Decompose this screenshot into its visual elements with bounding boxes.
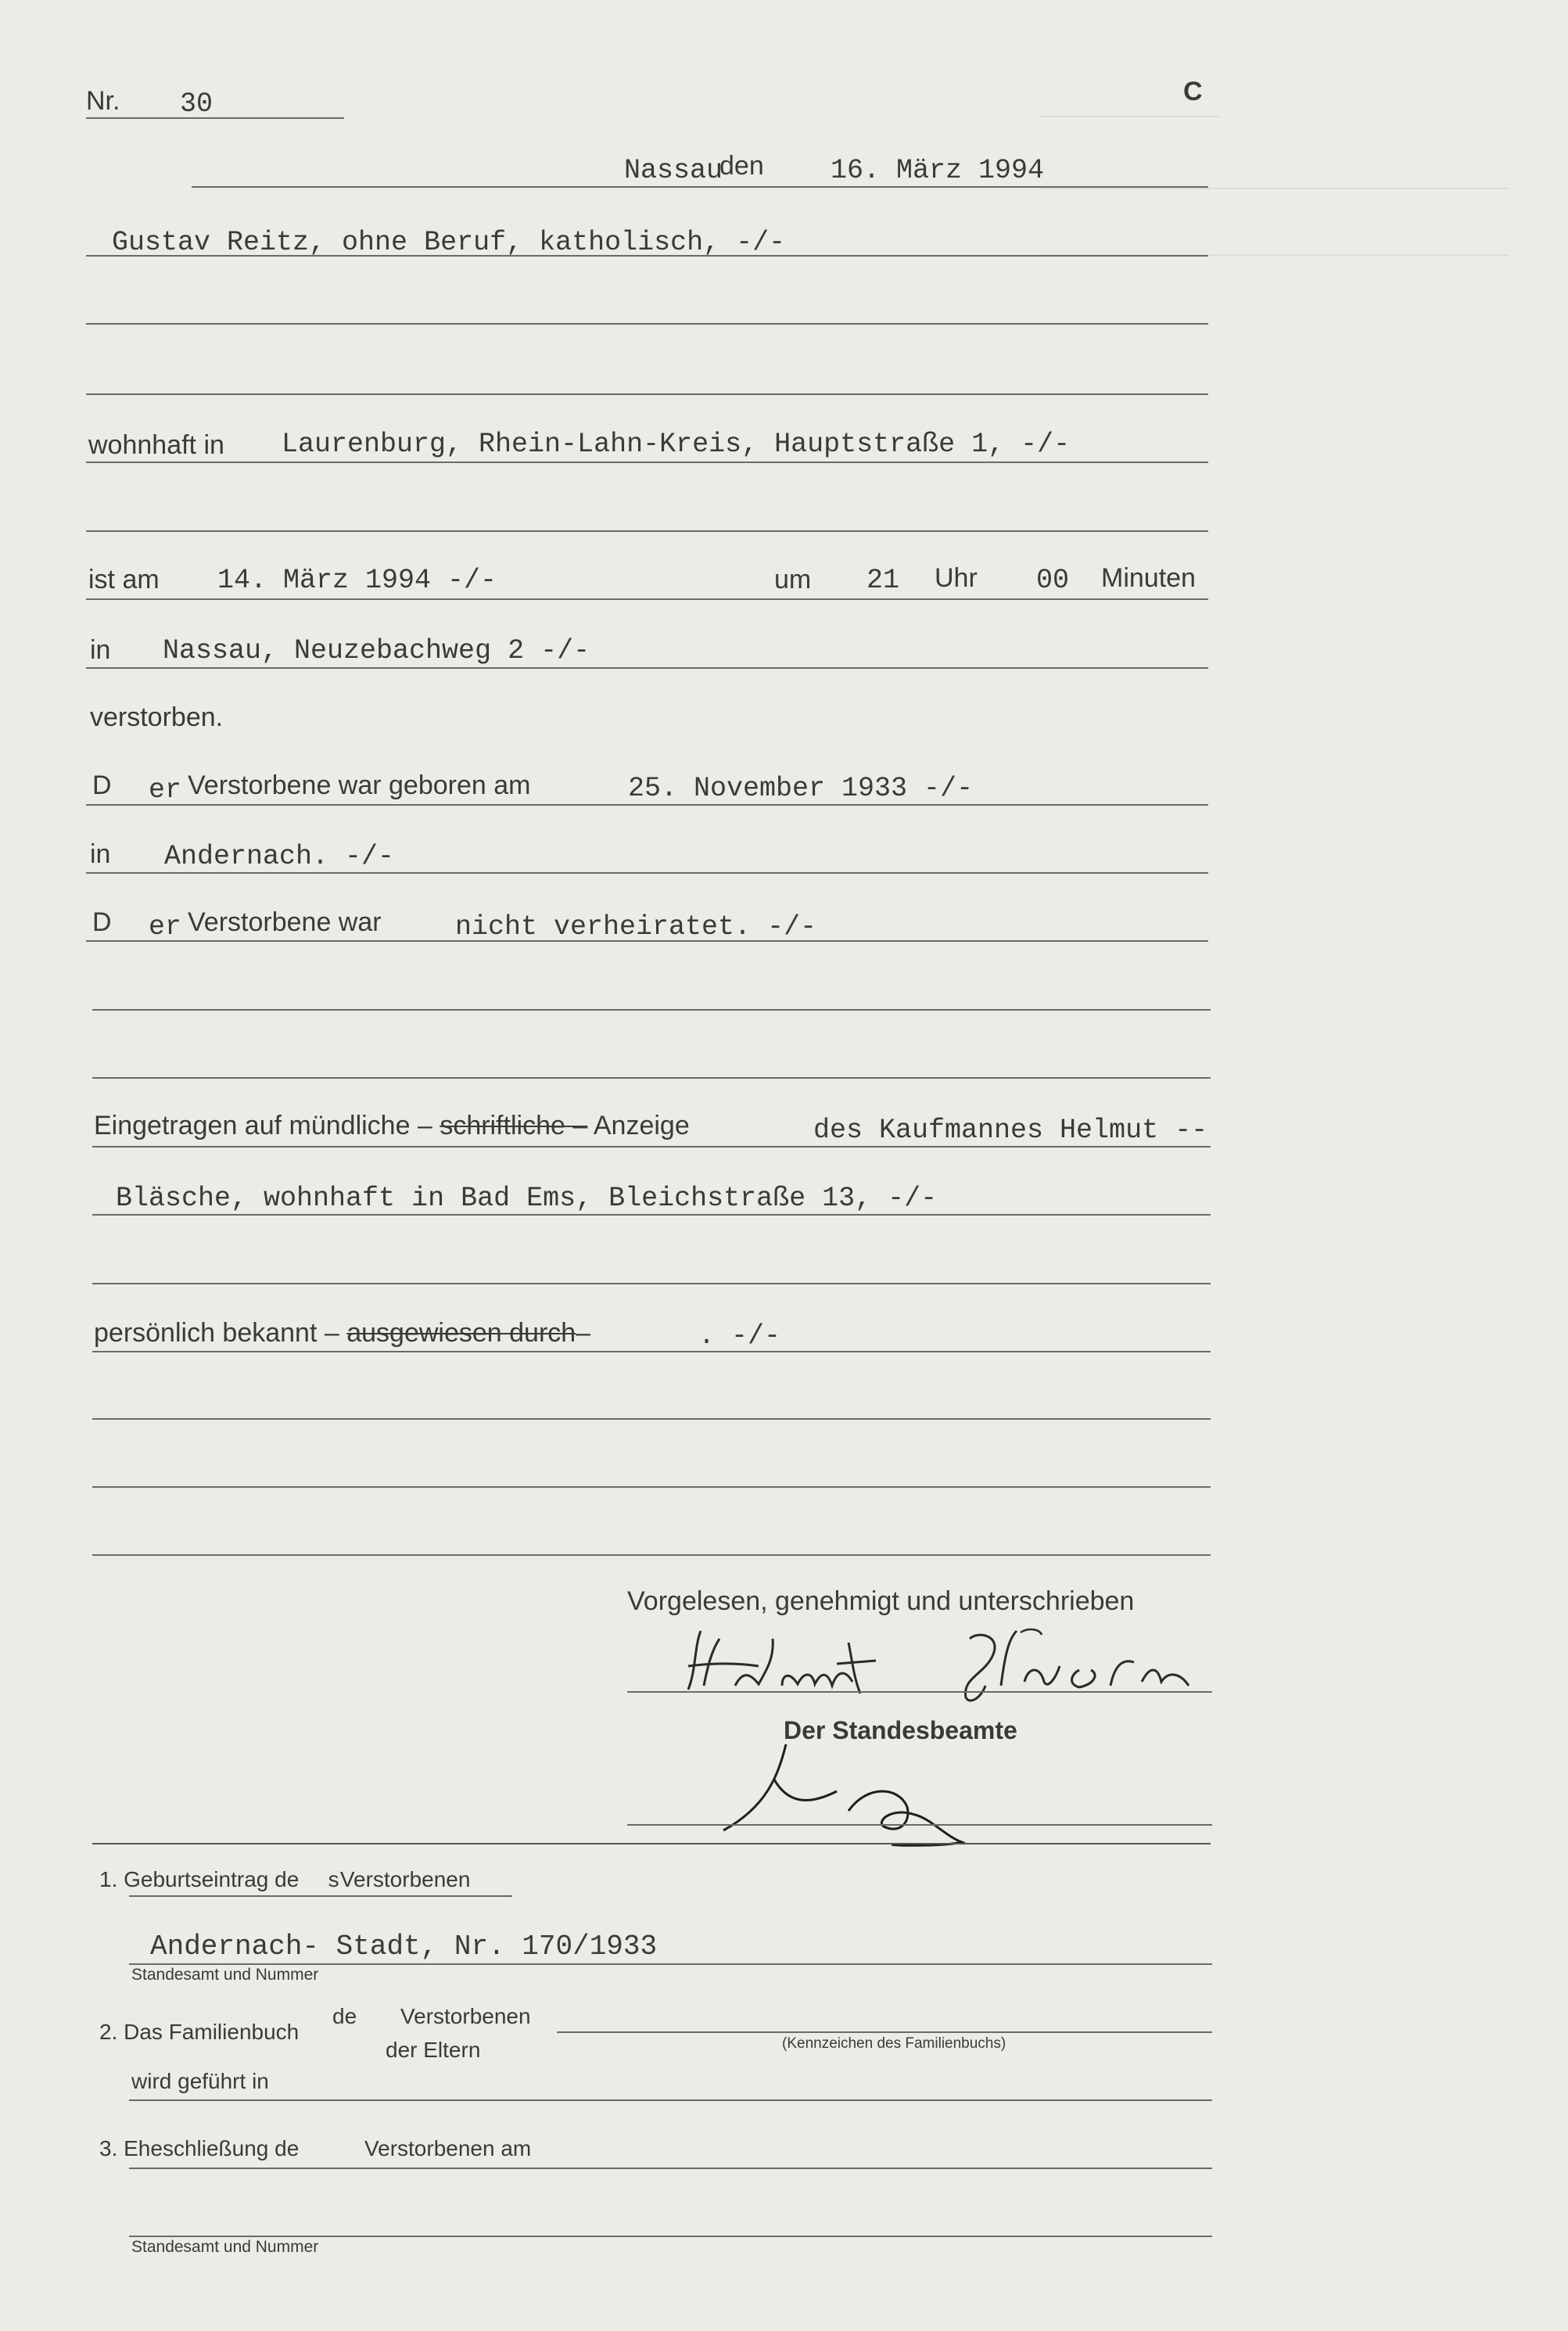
- person-line: Gustav Reitz, ohne Beruf, katholisch, -/-: [112, 227, 786, 258]
- blank-rule: [86, 393, 1208, 395]
- item2-rule-2: [129, 2099, 1212, 2101]
- birth-place-rule: [86, 872, 1208, 874]
- nr-underline: [86, 117, 344, 119]
- show-through-text: [1095, 156, 1533, 1486]
- residence-label: wohnhaft in: [88, 430, 224, 460]
- residence-value: Laurenburg, Rhein-Lahn-Kreis, Hauptstraße 1, -/-: [282, 429, 1071, 460]
- blank-rule: [92, 1283, 1211, 1284]
- official-signature-line: [627, 1824, 1212, 1826]
- blank-rule: [86, 323, 1208, 325]
- person-line-rule: [86, 255, 1208, 257]
- item3-sublabel: Standesamt und Nummer: [131, 2238, 319, 2256]
- blank-rule: [92, 1486, 1211, 1488]
- minuten-label: Minuten: [1101, 563, 1196, 593]
- item2-label: 2. Das Familienbuch: [99, 2020, 300, 2044]
- item3-rule-2: [129, 2236, 1212, 2237]
- uhr-label: Uhr: [935, 563, 978, 593]
- death-place-label: in: [90, 635, 111, 665]
- item2-label-b: wird geführt in: [131, 2069, 269, 2093]
- blank-rule: [92, 1418, 1211, 1420]
- informant-signature-line: [627, 1691, 1212, 1693]
- identity-label: [94, 1318, 590, 1349]
- informant-signature: [673, 1623, 1220, 1709]
- identity-typed: . -/-: [698, 1320, 781, 1352]
- birth-date-rule: [86, 804, 1208, 806]
- official-signature: [712, 1729, 978, 1862]
- item1-value: Andernach- Stadt, Nr. 170/1933: [150, 1931, 658, 1963]
- blank-rule: [92, 1077, 1211, 1079]
- blank-rule: [92, 1009, 1211, 1011]
- item2-de: de: [332, 2004, 357, 2028]
- record-date: 16. März 1994: [831, 155, 1045, 186]
- blank-rule: [92, 1554, 1211, 1556]
- informant-line2: Bläsche, wohnhaft in Bad Ems, Bleichstraße 13, -/-: [116, 1183, 938, 1214]
- den-label: den: [719, 151, 764, 181]
- death-hour: 21: [867, 565, 900, 596]
- show-through-rule: [1040, 188, 1509, 189]
- verstorben-label: verstorben.: [90, 702, 224, 732]
- um-label: um: [774, 565, 812, 594]
- report-label-oral: Eingetragen auf mündliche –: [94, 1111, 432, 1140]
- identity-known: persönlich bekannt –: [94, 1318, 339, 1348]
- identity-struck: ausgewiesen durch: [346, 1318, 576, 1348]
- death-date-label: ist am: [88, 565, 160, 594]
- birth-d-label: D: [92, 770, 112, 800]
- birth-gender-suffix: er: [149, 774, 182, 806]
- item2-option-deceased: Verstorbenen: [400, 2004, 531, 2028]
- item1-rule: [129, 1963, 1212, 1965]
- official-label: Der Standesbeamte: [784, 1716, 1017, 1744]
- identity-dash: –: [576, 1318, 591, 1348]
- death-date-value: 14. März 1994 -/-: [217, 565, 497, 596]
- item1-label-underline: [129, 1895, 512, 1897]
- nr-value: 30: [180, 88, 213, 120]
- residence-rule: [86, 462, 1208, 463]
- marital-label: Verstorbene war: [188, 907, 382, 937]
- death-minutes: 00: [1036, 565, 1070, 596]
- item3-rule: [129, 2168, 1212, 2169]
- show-through-rule: [1040, 116, 1220, 117]
- item3-label-b: Verstorbenen am: [364, 2136, 532, 2160]
- death-place-value: Nassau, Neuzebachweg 2 -/-: [163, 635, 590, 666]
- corner-letter: C: [1183, 77, 1203, 106]
- read-approved-label: Vorgelesen, genehmigt und unterschrieben: [627, 1586, 1135, 1616]
- informant-line1: des Kaufmannes Helmut --: [813, 1115, 1208, 1146]
- report-label-written-struck: schriftliche –: [440, 1111, 588, 1140]
- nr-label: Nr.: [86, 86, 120, 116]
- death-place-rule: [86, 667, 1208, 669]
- birth-date-value: 25. November 1933 -/-: [628, 773, 974, 804]
- item1-label-b: Verstorbenen: [339, 1867, 471, 1891]
- report-rule-2: [92, 1214, 1211, 1216]
- marital-gender-suffix: er: [149, 911, 182, 943]
- identity-rule: [92, 1351, 1211, 1352]
- birth-place-label: in: [90, 839, 111, 869]
- item2-rule: [557, 2031, 1212, 2033]
- marital-status-value: nicht verheiratet. -/-: [455, 911, 817, 943]
- item3-label: 3. Eheschließung de: [99, 2136, 300, 2160]
- item2-kennzeichen: (Kennzeichen des Familienbuchs): [782, 2035, 1006, 2052]
- marital-rule: [86, 940, 1208, 942]
- marital-d-label: D: [92, 907, 112, 937]
- place-of-record: Nassau: [624, 155, 723, 186]
- blank-rule: [86, 530, 1208, 532]
- item1-label: [99, 1867, 470, 1894]
- death-date-rule: [86, 598, 1208, 600]
- section-divider: [92, 1843, 1211, 1844]
- item2-option-parents: der Eltern: [386, 2038, 481, 2062]
- birth-place-value: Andernach. -/-: [164, 841, 395, 872]
- birth-label: Verstorbene war geboren am: [188, 770, 531, 800]
- date-line: [192, 186, 1208, 188]
- report-label: [94, 1111, 690, 1141]
- report-rule: [92, 1146, 1211, 1148]
- report-label-anzeige: Anzeige: [593, 1111, 690, 1140]
- item1-sublabel: Standesamt und Nummer: [131, 1966, 319, 1984]
- item1-s: s: [327, 1869, 340, 1894]
- item1-label-a: 1. Geburtseintrag de: [99, 1867, 300, 1891]
